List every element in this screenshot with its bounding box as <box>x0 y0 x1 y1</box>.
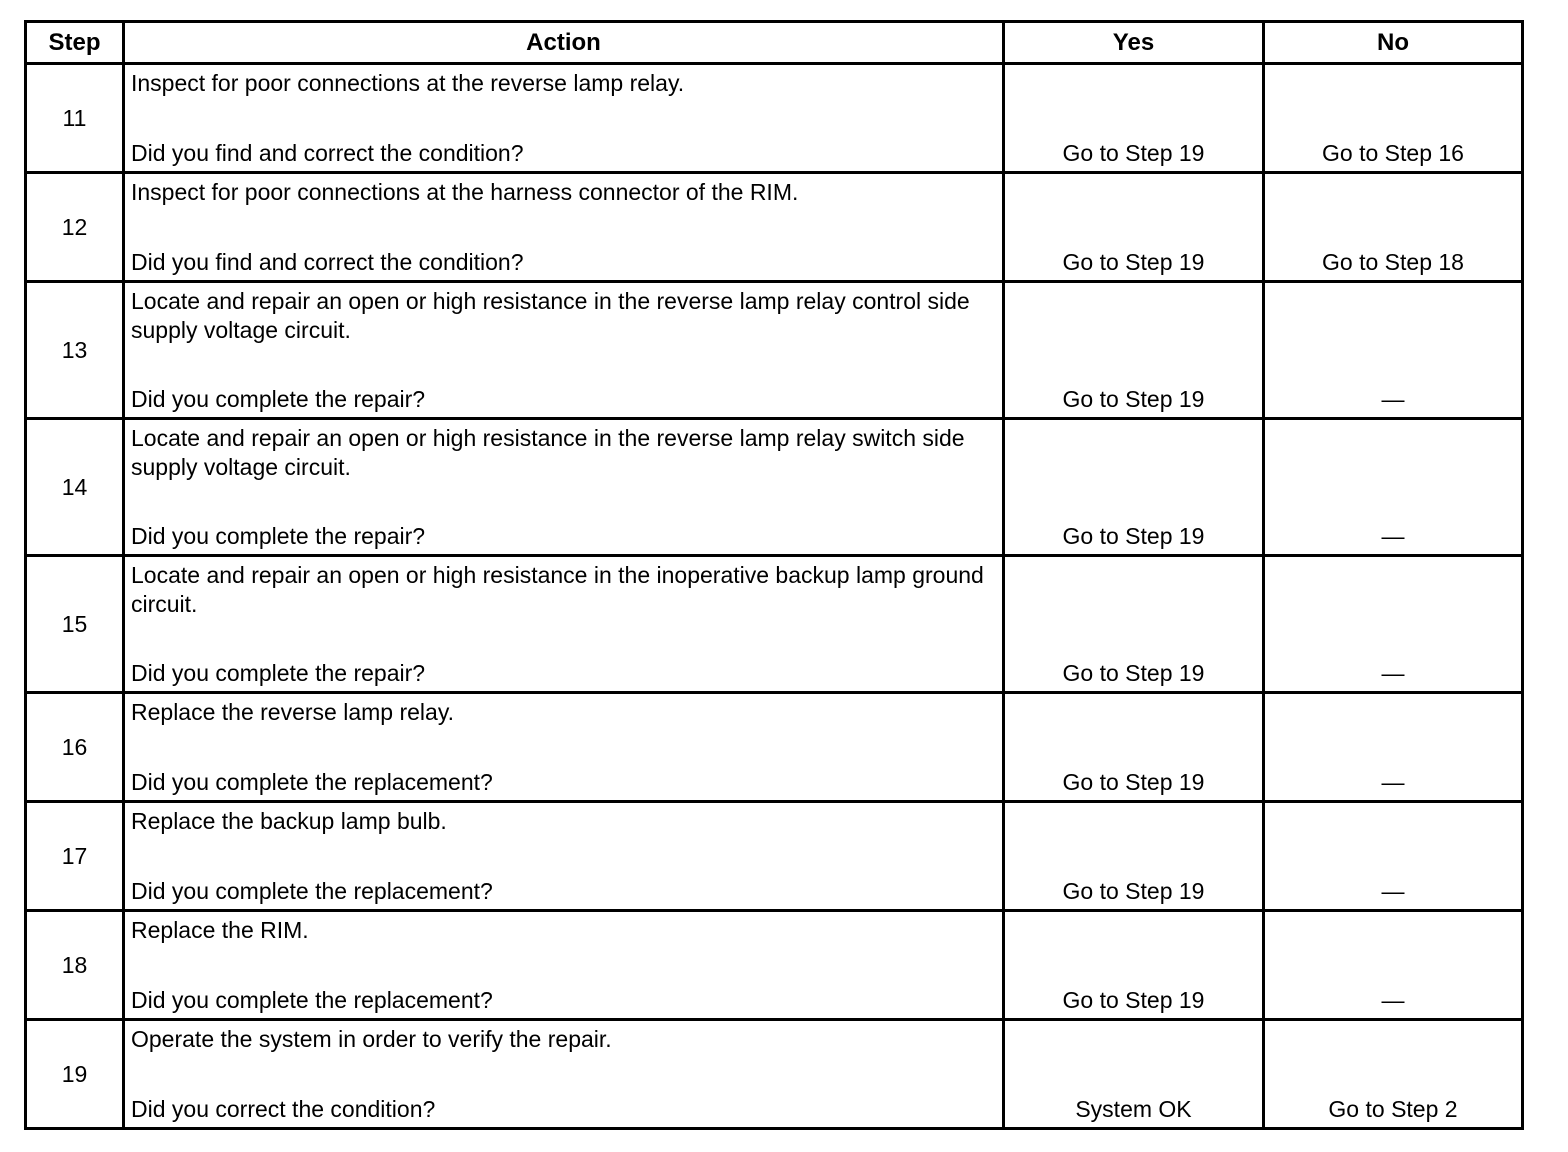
step-number: 13 <box>27 283 125 420</box>
action-cell <box>125 557 1005 694</box>
no-result: — <box>1265 557 1521 694</box>
action-cell <box>125 283 1005 420</box>
no-result: — <box>1265 283 1521 420</box>
action-cell <box>125 694 1005 803</box>
no-result: — <box>1265 803 1521 912</box>
no-result: — <box>1265 420 1521 557</box>
yes-result: System OK <box>1005 1021 1265 1127</box>
yes-result: Go to Step 19 <box>1005 174 1265 283</box>
header-no: No <box>1265 23 1521 65</box>
header-action: Action <box>125 23 1005 65</box>
yes-result: Go to Step 19 <box>1005 283 1265 420</box>
yes-result: Go to Step 19 <box>1005 420 1265 557</box>
action-instruction: Locate and repair an open or high resistance in the reverse lamp relay control side supply voltage circuit. <box>131 288 970 343</box>
action-cell <box>125 1021 1005 1127</box>
no-result: — <box>1265 694 1521 803</box>
no-result: Go to Step 2 <box>1328 1096 1458 1122</box>
no-result: — <box>1265 912 1521 1021</box>
action-cell <box>125 420 1005 557</box>
step-number: 17 <box>27 803 125 912</box>
step-number: 16 <box>27 694 125 803</box>
action-question: Did you complete the repair? <box>131 386 426 412</box>
yes-result: Go to Step 19 <box>1005 912 1265 1021</box>
action-instruction: Locate and repair an open or high resistance in the inoperative backup lamp ground circuit. <box>131 562 984 617</box>
action-instruction: Replace the RIM. <box>131 917 309 943</box>
diagnostic-table-grid <box>27 23 1521 1127</box>
step-number: 18 <box>27 912 125 1021</box>
action-question: Did you complete the replacement? <box>131 769 493 795</box>
action-question: Did you find and correct the condition? <box>131 140 524 166</box>
action-instruction: Replace the backup lamp bulb. <box>131 808 447 834</box>
yes-result: Go to Step 19 <box>1005 65 1265 174</box>
no-result: Go to Step 18 <box>1265 174 1521 283</box>
action-question: Did you complete the replacement? <box>131 987 493 1013</box>
action-instruction: Inspect for poor connections at the reverse lamp relay. <box>131 70 685 96</box>
step-number: 11 <box>27 65 125 174</box>
action-instruction: Replace the reverse lamp relay. <box>131 699 454 725</box>
action-instruction: Operate the system in order to verify the repair. <box>131 1026 612 1052</box>
action-instruction: Inspect for poor connections at the harness connector of the RIM. <box>131 179 799 205</box>
diagnostic-table <box>24 20 1524 1130</box>
header-step: Step <box>27 23 125 65</box>
step-number: 15 <box>27 557 125 694</box>
step-number: 12 <box>27 174 125 283</box>
step-number: 14 <box>27 420 125 557</box>
action-question: Did you complete the replacement? <box>131 878 493 904</box>
action-instruction: Locate and repair an open or high resistance in the reverse lamp relay switch side supply voltage circuit. <box>131 425 965 480</box>
yes-result: Go to Step 19 <box>1005 557 1265 694</box>
action-question: Did you complete the repair? <box>131 523 426 549</box>
action-cell <box>125 65 1005 174</box>
no-result: Go to Step 16 <box>1265 65 1521 174</box>
yes-result: Go to Step 19 <box>1005 803 1265 912</box>
action-cell <box>125 912 1005 1021</box>
yes-result: Go to Step 19 <box>1005 694 1265 803</box>
action-question: Did you find and correct the condition? <box>131 249 524 275</box>
step-number: 19 <box>27 1021 125 1127</box>
action-cell <box>125 174 1005 283</box>
action-question: Did you complete the repair? <box>131 660 426 686</box>
header-yes: Yes <box>1005 23 1265 65</box>
action-question: Did you correct the condition? <box>131 1096 436 1122</box>
action-cell <box>125 803 1005 912</box>
